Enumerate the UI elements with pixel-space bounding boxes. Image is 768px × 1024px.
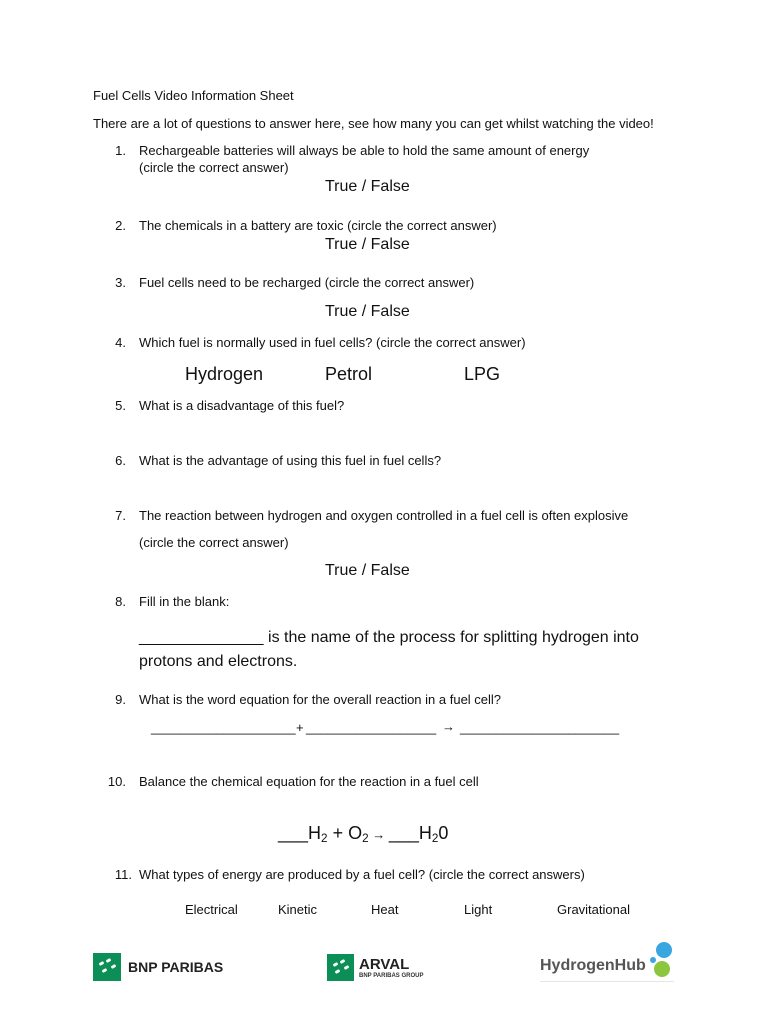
q7-text-2: (circle the correct answer) [139, 535, 289, 550]
q4-number: 4. [115, 335, 126, 350]
q10-number: 10. [107, 774, 126, 789]
arval-stars-icon [327, 954, 354, 981]
q2-text: The chemicals in a battery are toxic (circle the correct answer) [139, 218, 497, 233]
q9-blank-1: ____________________ [151, 720, 296, 735]
hydrogen-hub-underline [540, 981, 674, 982]
q7-number: 7. [115, 508, 126, 523]
q8-text: Fill in the blank: [139, 594, 230, 609]
page-title: Fuel Cells Video Information Sheet [93, 88, 294, 103]
q1-answer: True / False [325, 178, 410, 195]
q11-option-gravitational: Gravitational [557, 902, 630, 917]
q1-text: Rechargeable batteries will always be able to hold the same amount of energy [139, 143, 590, 158]
q6-text: What is the advantage of using this fuel in fuel cells? [139, 453, 442, 468]
q2-answer: True / False [325, 236, 410, 253]
q6-number: 6. [115, 453, 126, 468]
q3-text: Fuel cells need to be recharged (circle the correct answer) [139, 275, 475, 290]
q9-blank-3: ______________________ [460, 720, 620, 735]
bnp-paribas-logo: BNP PARIBAS [93, 953, 223, 981]
q9-text: What is the word equation for the overall reaction in a fuel cell? [139, 692, 502, 707]
intro-text: There are a lot of questions to answer here, see how many you can get whilst watching the video! [93, 116, 654, 131]
q11-option-heat: Heat [371, 902, 399, 917]
q8-blank-sentence: ______________ is the name of the process for splitting hydrogen into [139, 629, 639, 646]
q4-option-hydrogen: Hydrogen [185, 364, 264, 384]
q7-answer: True / False [325, 562, 410, 579]
q3-number: 3. [115, 275, 126, 290]
arval-logo: ARVAL BNP PARIBAS GROUP [327, 954, 423, 981]
q11-text: What types of energy are produced by a fuel cell? (circle the correct answers) [139, 867, 585, 882]
q1-text-2: (circle the correct answer) [139, 160, 289, 175]
q5-number: 5. [115, 398, 126, 413]
q11-option-light: Light [464, 902, 493, 917]
q7-text: The reaction between hydrogen and oxygen controlled in a fuel cell is often explosive [139, 508, 629, 523]
q9-plus: + [296, 720, 304, 735]
q4-text: Which fuel is normally used in fuel cells? (circle the correct answer) [139, 335, 526, 350]
q9-number: 9. [115, 692, 126, 707]
q8-blank-sentence-2: protons and electrons. [139, 653, 298, 670]
bnp-stars-icon [93, 953, 121, 981]
q10-text: Balance the chemical equation for the reaction in a fuel cell [139, 774, 479, 789]
q9-blank-2: __________________ [306, 720, 437, 735]
q4-option-lpg: LPG [464, 364, 501, 384]
q2-number: 2. [115, 218, 126, 233]
q9-arrow-icon: → [442, 719, 455, 734]
q3-answer: True / False [325, 303, 410, 320]
q11-number: 11. [114, 867, 132, 882]
q8-number: 8. [115, 594, 126, 609]
hydrogen-bubbles-icon [648, 940, 678, 980]
q1-number: 1. [115, 143, 126, 158]
q11-option-electrical: Electrical [185, 902, 238, 917]
q11-option-kinetic: Kinetic [278, 902, 318, 917]
q10-equation: $\_\_\_H_2 + O_2$ → $\_\_\_H_20$ [278, 823, 449, 845]
q4-option-petrol: Petrol [325, 364, 373, 384]
hydrogen-hub-logo: HydrogenHub [540, 940, 680, 980]
q5-text: What is a disadvantage of this fuel? [139, 398, 345, 413]
